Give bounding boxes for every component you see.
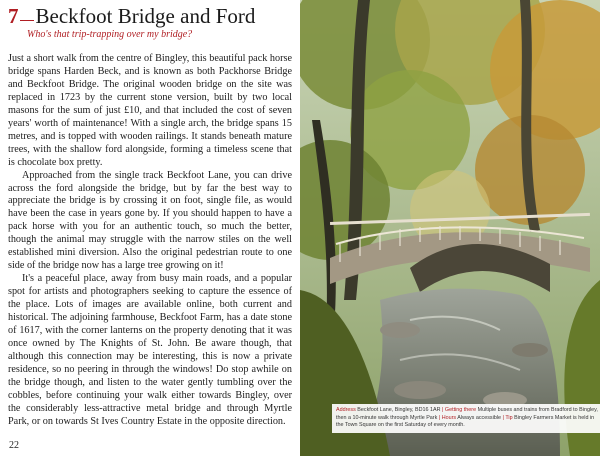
address-value: Beckfoot Lane, Bingley, BD16 1AR [357,407,441,413]
paragraph-1: Just a short walk from the centre of Bingley, this beautiful pack horse bridge spans Harden Beck, and is known as both Packhorse Bridge and Beckfoot Bridge. The original wooden bridge on the site was replaced in 1723 by the current stone version, built by two local masons for the sum of just £10, and that included the cost of seven years' worth of maintenance! With a single arch, the bridge spans 15 metres, and is topped with wooden railings. It stands beneath mature trees, with the shallow ford alongside, forming a timeless scene that is chocolate box pretty. [8,53,292,168]
paragraph-3: It's a peaceful place, away from busy main roads, and a popular spot for artists and photographers seeking to capture the essence of the place. Lots of images are available online, both current and historical. The adjoining farmhouse, Beckfoot Farm, has a date stone of 1617, with the corner lanterns on the property denoting that it was once owned by The Knights of St. John. Be aware though, that although this connection may be interesting, this is now a private residence, so no peering in through the windows! Do stop awhile on the bridge though, and listen to the water gently tumbling over the cobbles, before continuing your walk either towards Bingley, over the considerably less-attractive metal bridge and through Myrtle Park, or on towards St Ives Country Estate in the opposite direction. [8,273,292,427]
page-number: 22 [9,440,19,451]
caption-separator: | [502,414,504,421]
page-title: Beckfoot Bridge and Ford [35,4,256,28]
hours-label: Hours [441,414,457,421]
tip-label: Tip [505,414,513,421]
info-caption [332,404,600,433]
title-rule [20,20,34,21]
hours-value: Always accessible [457,414,502,421]
caption-separator: | [438,414,441,421]
chapter-number: 7 [8,4,19,28]
page-subtitle: Who's that trip-trapping over my bridge? [27,29,193,40]
paragraph-2: Approached from the single track Beckfoot Lane, you can drive across the ford alongside the bridge, but by far the best way to appreciate the bridge is by crossing it on foot, single file, as would have been the case in years gone by. If you should happen to have a pack horse with you for an authentic touch, so much the better, though the animal may struggle with the narrow stiles on the well established mini diversion. Also the original pedestrian route to one side of the bridge now has a large tree growing on it! [8,169,292,272]
tip-value: Bingley Farmers Market is held in the Town Square on the first Saturday of every month. [336,414,595,429]
getting-there-label: Getting there [444,407,477,413]
body-text [8,53,292,429]
address-label: Address [336,407,356,413]
caption-separator: | [442,407,444,413]
title-row [8,4,255,29]
getting-there-value: Multiple buses and trains from Bradford to Bingley, then a 10-minute walk through Myrtle Park [336,407,598,421]
bridge-photo [300,0,600,456]
bridge-photo-illustration [300,0,600,456]
